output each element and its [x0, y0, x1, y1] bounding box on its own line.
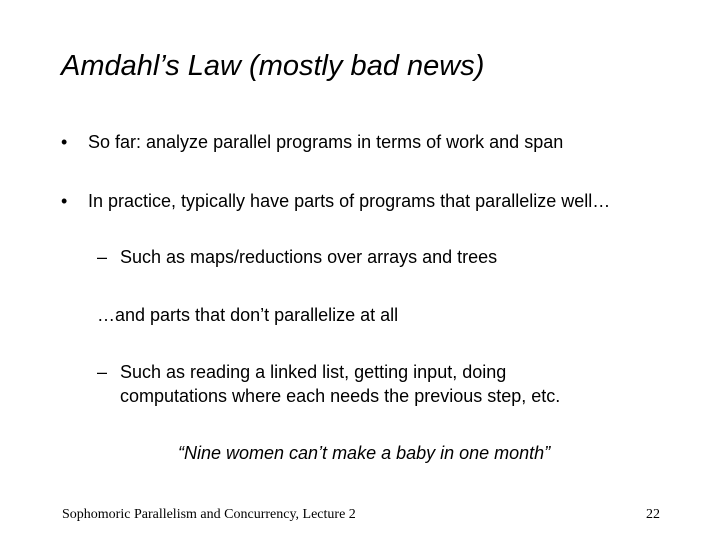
sub-bullet-text-line1: Such as reading a linked list, getting input, doing — [120, 362, 507, 382]
aside-text: …and parts that don’t parallelize at all — [97, 305, 399, 325]
bullet-marker: • — [61, 191, 68, 211]
bullet-text: In practice, typically have parts of programs that parallelize well… — [88, 191, 611, 211]
sub-bullet-text: Such as maps/reductions over arrays and trees — [120, 247, 498, 267]
footer-course-title: Sophomoric Parallelism and Concurrency, Lecture 2 — [62, 507, 356, 522]
page-number: 22 — [646, 507, 660, 522]
quote: “Nine women can’t make a baby in one month” — [178, 443, 551, 463]
sub-bullet-marker: – — [97, 362, 108, 382]
sub-bullet-marker: – — [97, 247, 108, 267]
slide-title: Amdahl’s Law (mostly bad news) — [61, 50, 485, 82]
bullet-text: So far: analyze parallel programs in terms of work and span — [88, 132, 564, 152]
sub-bullet-text-line2: computations where each needs the previous step, etc. — [120, 386, 561, 406]
bullet-marker: • — [61, 132, 68, 152]
